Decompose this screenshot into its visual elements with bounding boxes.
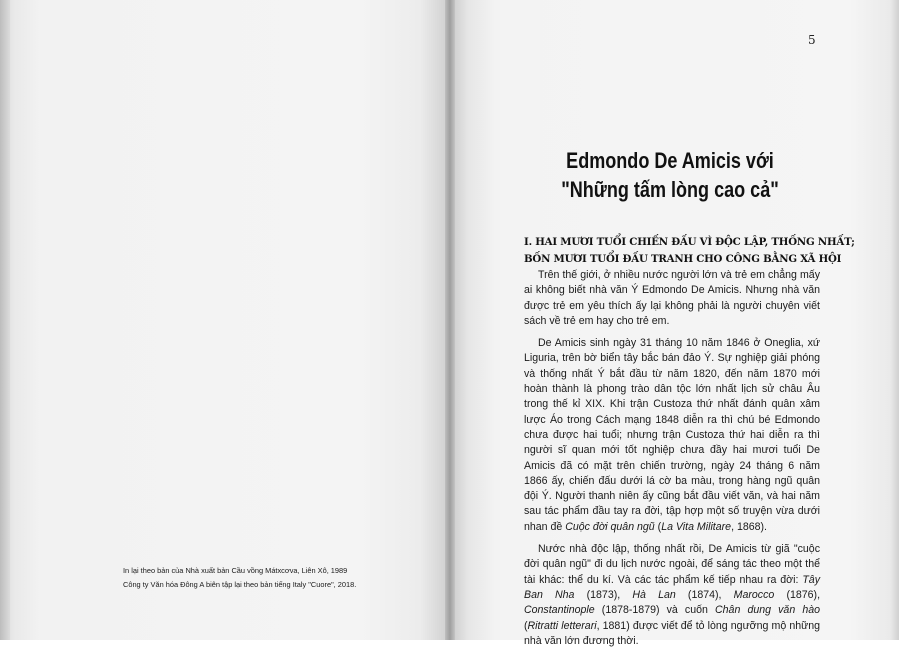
paragraph-3-text-a: Nước nhà độc lập, thống nhất rồi, De Amicis từ giã "cuộc đời quân ngũ" đi du lịch nước ngoài, để sáng tác theo một thể tài khác: thể du kí. Và các tác phẩm kế tiếp nhau ra đời:: [524, 543, 820, 586]
paragraph-3-text-g: , 1881) được viết để tỏ lòng ngưỡng mộ những nhà văn lớn đương thời.: [524, 619, 820, 647]
paragraph-2: [524, 336, 820, 535]
paragraph-2-text-c: , 1868).: [731, 520, 767, 533]
body-text: [524, 268, 820, 656]
book-title-italic: Constantinople: [524, 604, 595, 617]
paragraph-3-text-c: (1874),: [675, 588, 734, 601]
book-title-italic: Tây Ban Nha: [524, 573, 820, 601]
book-title-italic: Ritratti letterari: [527, 619, 597, 632]
page-number: 5: [808, 33, 816, 47]
book-title-italic: Chân dung văn hào: [715, 604, 820, 617]
title-line-2: "Những tấm lòng cao cả": [561, 177, 779, 202]
section-heading: [524, 234, 855, 268]
page-edge: [0, 0, 10, 640]
book-title-italic: Cuộc đời quân ngũ: [565, 520, 655, 533]
credit-line-2: Công ty Văn hóa Đông A biên tập lại theo bản tiếng Italy "Cuore", 2018.: [123, 580, 357, 589]
paragraph-2-text-b: (: [654, 520, 662, 533]
paragraph-3: [524, 542, 820, 649]
left-page: [0, 0, 449, 640]
book-title-italic: Hà Lan: [632, 588, 676, 601]
paragraph-3-text-b: (1873),: [574, 588, 633, 601]
paragraph-3-text-d: (1876),: [774, 588, 821, 601]
section-heading-line-2: BỐN MƯƠI TUỔI ĐẤU TRANH CHO CÔNG BẰNG XÃ HỘI: [524, 253, 842, 265]
paragraph-3-text-e: (1878-1879) và cuốn: [594, 604, 716, 617]
paragraph-1: Trên thế giới, ở nhiều nước người lớn và trẻ em chẳng mấy ai không biết nhà văn Ý Edmondo De Amicis. Nhưng nhà văn được trẻ em yêu thích ấy lại không phải là người chuyên viết sách về trẻ em hay cho trẻ em.: [524, 269, 820, 327]
title-line-1: Edmondo De Amicis với: [566, 148, 774, 173]
credit-line-1: In lại theo bản của Nhà xuất bản Cầu vồng Mátxcơva, Liên Xô, 1989: [123, 566, 348, 575]
section-heading-line-1: I. HAI MƯƠI TUỔI CHIẾN ĐẤU VÌ ĐỘC LẬP, THỐNG NHẤT;: [524, 236, 855, 248]
publication-credit: [123, 564, 373, 592]
book-title-italic: La Vita Militare: [661, 520, 732, 533]
book-title-italic: Marocco: [733, 588, 775, 601]
paragraph-2-text-a: De Amicis sinh ngày 31 tháng 10 năm 1846 ở Oneglia, xứ Liguria, trên bờ biển tây bắc bán đảo Ý. Sự nghiệp giải phóng và thống nhất Ý bắt đầu từ năm 1820, đến năm 1870 mới hoàn thành là phong trào dân tộc lớn nhất lịch sử châu Âu trong thế kỉ XIX. Khi trận Custoza thứ nhất đánh quân xâm lược Áo trong Cách mạng 1848 diễn ra thì chú bé Edmondo chưa được hai tuổi; nhưng trận Custoza thứ hai diễn ra thì người sĩ quan mới tốt nghiệp chưa đầy hai mươi tuổi De Amicis đã có mặt trên chiến trường, ngày 24 tháng 6 năm 1866 ấy, chiến đấu dưới lá cờ ba màu, trong hàng ngũ quân đội Ý. Người thanh niên ấy cũng bắt đầu viết văn, và hai năm sau tác phẩm đầu tay ra đời, tập hợp một số truyện vừa dưới nhan đề: [524, 337, 820, 533]
chapter-title: [547, 146, 793, 204]
book-gutter: [445, 0, 455, 640]
paragraph-3-text-f: (: [524, 619, 528, 632]
